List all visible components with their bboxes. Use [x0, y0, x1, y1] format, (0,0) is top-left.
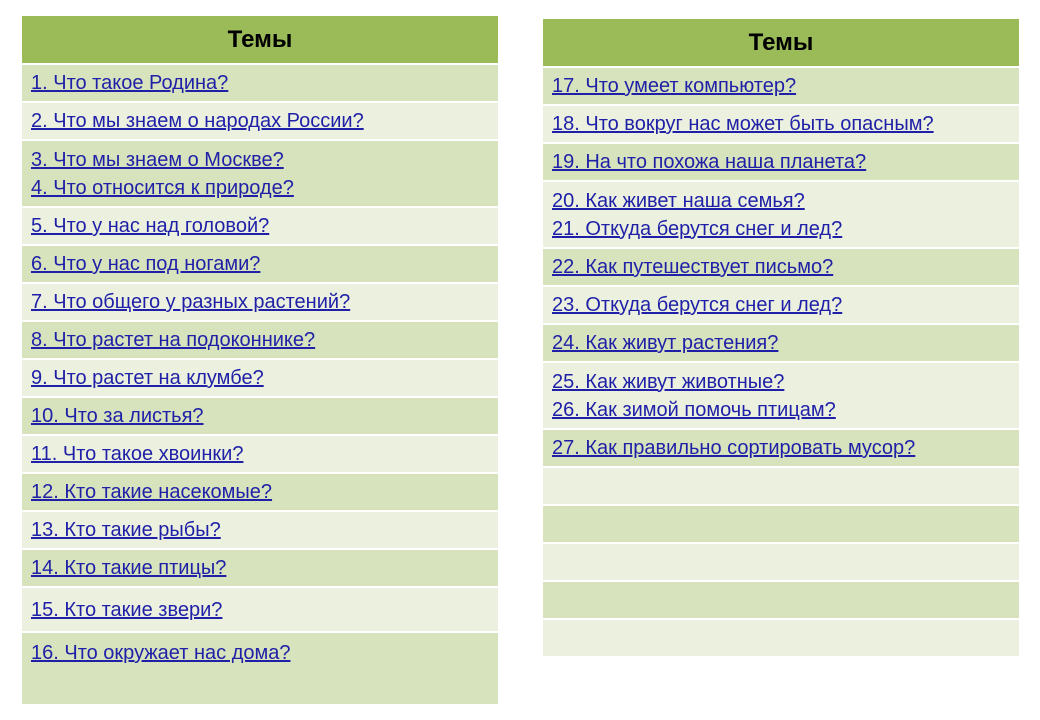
- topic-link[interactable]: 23. Откуда берутся снег и лед?: [552, 294, 843, 316]
- topic-link[interactable]: 22. Как путешествует письмо?: [552, 256, 834, 278]
- table-row: [22, 472, 498, 510]
- table-row: [22, 510, 498, 548]
- table-row: [543, 247, 1019, 285]
- topic-link[interactable]: 11. Что такое хвоинки?: [31, 443, 244, 465]
- topic-link[interactable]: 13. Кто такие рыбы?: [31, 519, 221, 541]
- topic-link[interactable]: 10. Что за листья?: [31, 405, 204, 427]
- topic-link[interactable]: 21. Откуда берутся снег и лед?: [552, 217, 843, 240]
- empty-table-row: [543, 466, 1019, 504]
- topic-link[interactable]: 6. Что у нас под ногами?: [31, 253, 261, 275]
- topic-link[interactable]: 1. Что такое Родина?: [31, 72, 229, 94]
- topic-link[interactable]: 27. Как правильно сортировать мусор?: [552, 437, 916, 459]
- topic-link[interactable]: 15. Кто такие звери?: [31, 598, 223, 621]
- table-row: [22, 244, 498, 282]
- table-header: Темы: [543, 19, 1019, 66]
- table-row: [22, 586, 498, 631]
- table-row: [22, 101, 498, 139]
- topic-link[interactable]: 9. Что растет на клумбе?: [31, 367, 264, 389]
- right-topics-table: [543, 19, 1019, 656]
- topic-link[interactable]: 25. Как живут животные?: [552, 370, 785, 393]
- topic-link[interactable]: 17. Что умеет компьютер?: [552, 75, 797, 97]
- topic-link[interactable]: 2. Что мы знаем о народах России?: [31, 110, 364, 132]
- table-header: Темы: [22, 16, 498, 63]
- table-row: [543, 142, 1019, 180]
- topic-link[interactable]: 18. Что вокруг нас может быть опасным?: [552, 113, 934, 135]
- topic-link[interactable]: 3. Что мы знаем о Москве?: [31, 148, 284, 171]
- table-row: [543, 104, 1019, 142]
- table-row: [22, 396, 498, 434]
- table-row: [543, 323, 1019, 361]
- table-row: [22, 63, 498, 101]
- table-row: [543, 361, 1019, 428]
- topic-link[interactable]: 16. Что окружает нас дома?: [31, 642, 291, 664]
- left-table-body: [22, 63, 498, 704]
- empty-table-row: [543, 542, 1019, 580]
- table-row: [22, 358, 498, 396]
- empty-table-row: [543, 580, 1019, 618]
- topic-link[interactable]: 14. Кто такие птицы?: [31, 557, 227, 579]
- topic-link[interactable]: 7. Что общего у разных растений?: [31, 291, 351, 313]
- topic-link[interactable]: 19. На что похожа наша планета?: [552, 151, 867, 173]
- table-row: [22, 631, 498, 704]
- topic-link[interactable]: 4. Что относится к природе?: [31, 176, 294, 199]
- table-row: [22, 139, 498, 206]
- left-topics-table: [22, 16, 498, 704]
- table-row: [22, 206, 498, 244]
- topic-link[interactable]: 20. Как живет наша семья?: [552, 189, 805, 212]
- table-row: [543, 285, 1019, 323]
- empty-table-row: [543, 504, 1019, 542]
- right-table-body: [543, 66, 1019, 656]
- table-row: [543, 180, 1019, 247]
- table-row: [22, 320, 498, 358]
- topic-link[interactable]: 24. Как живут растения?: [552, 332, 779, 354]
- topic-link[interactable]: 8. Что растет на подоконнике?: [31, 329, 316, 351]
- table-row: [22, 548, 498, 586]
- table-row: [543, 66, 1019, 104]
- table-row: [543, 428, 1019, 466]
- table-row: [22, 282, 498, 320]
- empty-table-row: [543, 618, 1019, 656]
- table-row: [22, 434, 498, 472]
- topic-link[interactable]: 5. Что у нас над головой?: [31, 215, 270, 237]
- topic-link[interactable]: 12. Кто такие насекомые?: [31, 481, 273, 503]
- topic-link[interactable]: 26. Как зимой помочь птицам?: [552, 398, 836, 421]
